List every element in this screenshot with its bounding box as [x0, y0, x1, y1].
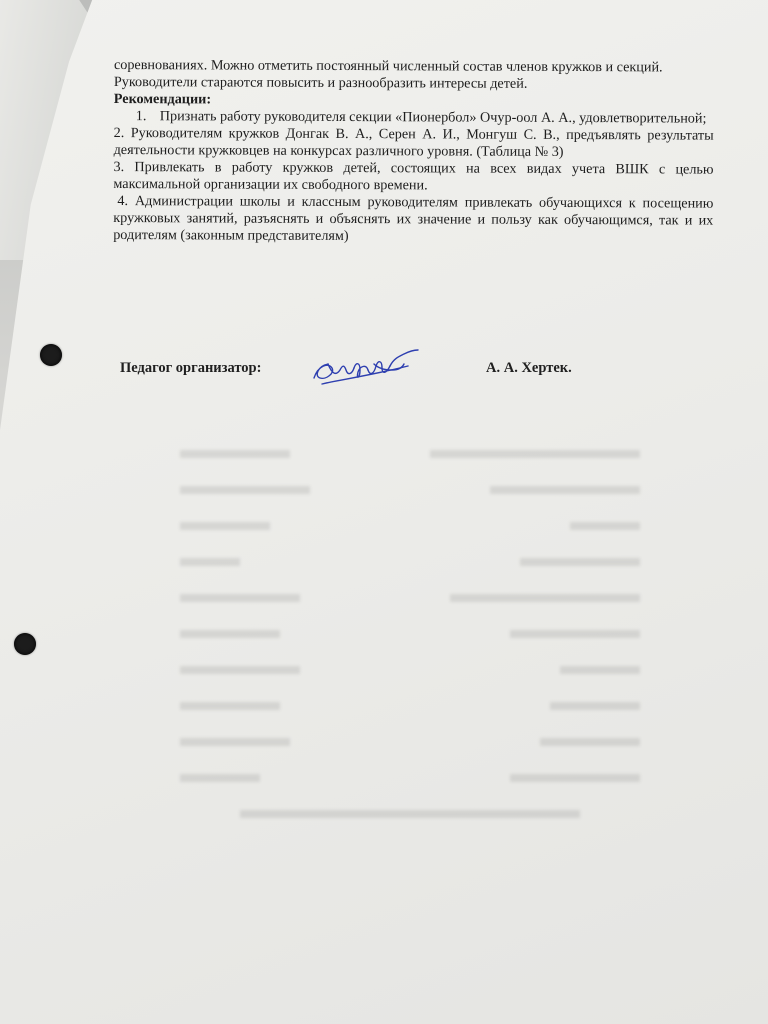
recommendation-item: [114, 125, 714, 162]
recommendation-number: 2.: [113, 124, 125, 142]
recommendation-number: 1.: [135, 108, 147, 125]
signatory-role: Педагог организатор:: [120, 360, 262, 376]
recommendation-number: 3.: [113, 158, 125, 176]
punch-hole-top: [40, 344, 62, 366]
bleed-through-table: [180, 440, 640, 890]
recommendation-text: Привлекать в работу кружков детей, состоящих на всех видах учета ВШК с целью максимальной организации их свободного времени.: [113, 159, 714, 194]
body-line: Руководители стараются повысить и разнообразить интересы детей.: [113, 73, 528, 92]
body-line: соревнованиях. Можно отметить постоянный численный состав членов кружков и секций.: [113, 57, 663, 76]
recommendation-item: [113, 193, 713, 247]
recommendation-number: 4.: [117, 193, 129, 210]
document-body: [113, 57, 714, 247]
recommendations-heading: Рекомендации:: [113, 90, 212, 108]
recommendation-text: Признать работу руководителя секции «Пионербол» Очур-оол А. А., удовлетворительной;: [159, 108, 707, 127]
punch-hole-bottom: [14, 633, 36, 655]
signatory-name: А. А. Хертек.: [486, 360, 572, 376]
handwritten-signature: [308, 340, 426, 400]
recommendation-text: Руководителям кружков Донгак В. А., Серен А. И., Монгуш С. В., предъявлять результаты деятельности кружковцев на конкурсах различного уровня. (Таблица № 3): [113, 125, 714, 160]
recommendation-text: Администрации школы и классным руководителям привлекать обучающихся к посещению кружковых занятий, разъяснять и объяснять их значение и пользу как обучающимся, так и их родителям (законным представителям): [113, 193, 714, 245]
recommendation-item: [113, 159, 713, 196]
